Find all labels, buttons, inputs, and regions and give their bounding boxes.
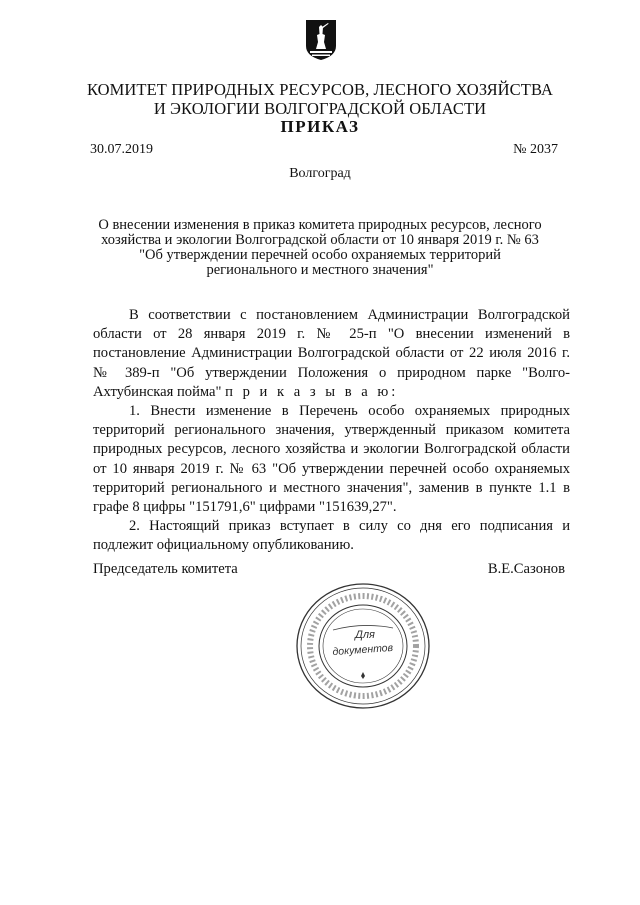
item-2-paragraph: 2. Настоящий приказ вступает в силу со дня его подписания и подлежит официальному опубликованию. (93, 518, 570, 554)
document-subject (80, 218, 560, 278)
intro-text: В соответствии с постановлением Администрации Волгоградской области от 28 января 2019 г. № 25-п "О внесении изменений в постановление Администрации Волгоградской области от 22 июля 2016 г. № 389-п "Об утверждении Положения о природном парке "Волго-Ахтубинская пойма" (93, 307, 570, 400)
signatory-title: Председатель комитета (93, 561, 238, 577)
signatory-name: В.Е.Сазонов (487, 561, 565, 577)
document-number: № 2037 (513, 142, 558, 157)
svg-text:документов: документов (332, 641, 394, 659)
prikazyvayu-word: п р и к а з ы в а ю: (225, 383, 399, 400)
intro-paragraph (93, 306, 570, 402)
subject-line: "Об утверждении перечней особо охраняемых территорий (139, 247, 501, 263)
document-city: Волгоград (289, 166, 351, 181)
svg-text:Для: Для (355, 629, 375, 641)
document-body (93, 306, 570, 556)
subject-line: О внесении изменения в приказ комитета природных ресурсов, лесного (98, 217, 542, 233)
org-name-line2: И ЭКОЛОГИИ ВОЛГОГРАДСКОЙ ОБЛАСТИ (153, 99, 487, 118)
subject-line: регионального и местного значения" (206, 262, 434, 278)
seal-stamp-icon (293, 580, 433, 712)
org-name-line1: КОМИТЕТ ПРИРОДНЫХ РЕСУРСОВ, ЛЕСНОГО ХОЗЯЙСТВА (86, 80, 554, 99)
coat-of-arms-icon (304, 18, 338, 62)
document-type: ПРИКАЗ (280, 117, 360, 136)
document-date: 30.07.2019 (90, 142, 153, 157)
item-1-paragraph: 1. Внести изменение в Перечень особо охраняемых природных территорий регионального значения, утвержденный приказом комитета природных ресурсов, лесного хозяйства и экологии Волгоградской области от 10 января 2019 г. № 63 "Об утверждении перечней особо охраняемых территорий регионального и местного значения", заменив в пункте 1.1 в графе 8 цифры "151791,6" цифрами "151639,27". (93, 403, 570, 516)
subject-line: хозяйства и экологии Волгоградской области от 10 января 2019 г. № 63 (101, 232, 539, 248)
